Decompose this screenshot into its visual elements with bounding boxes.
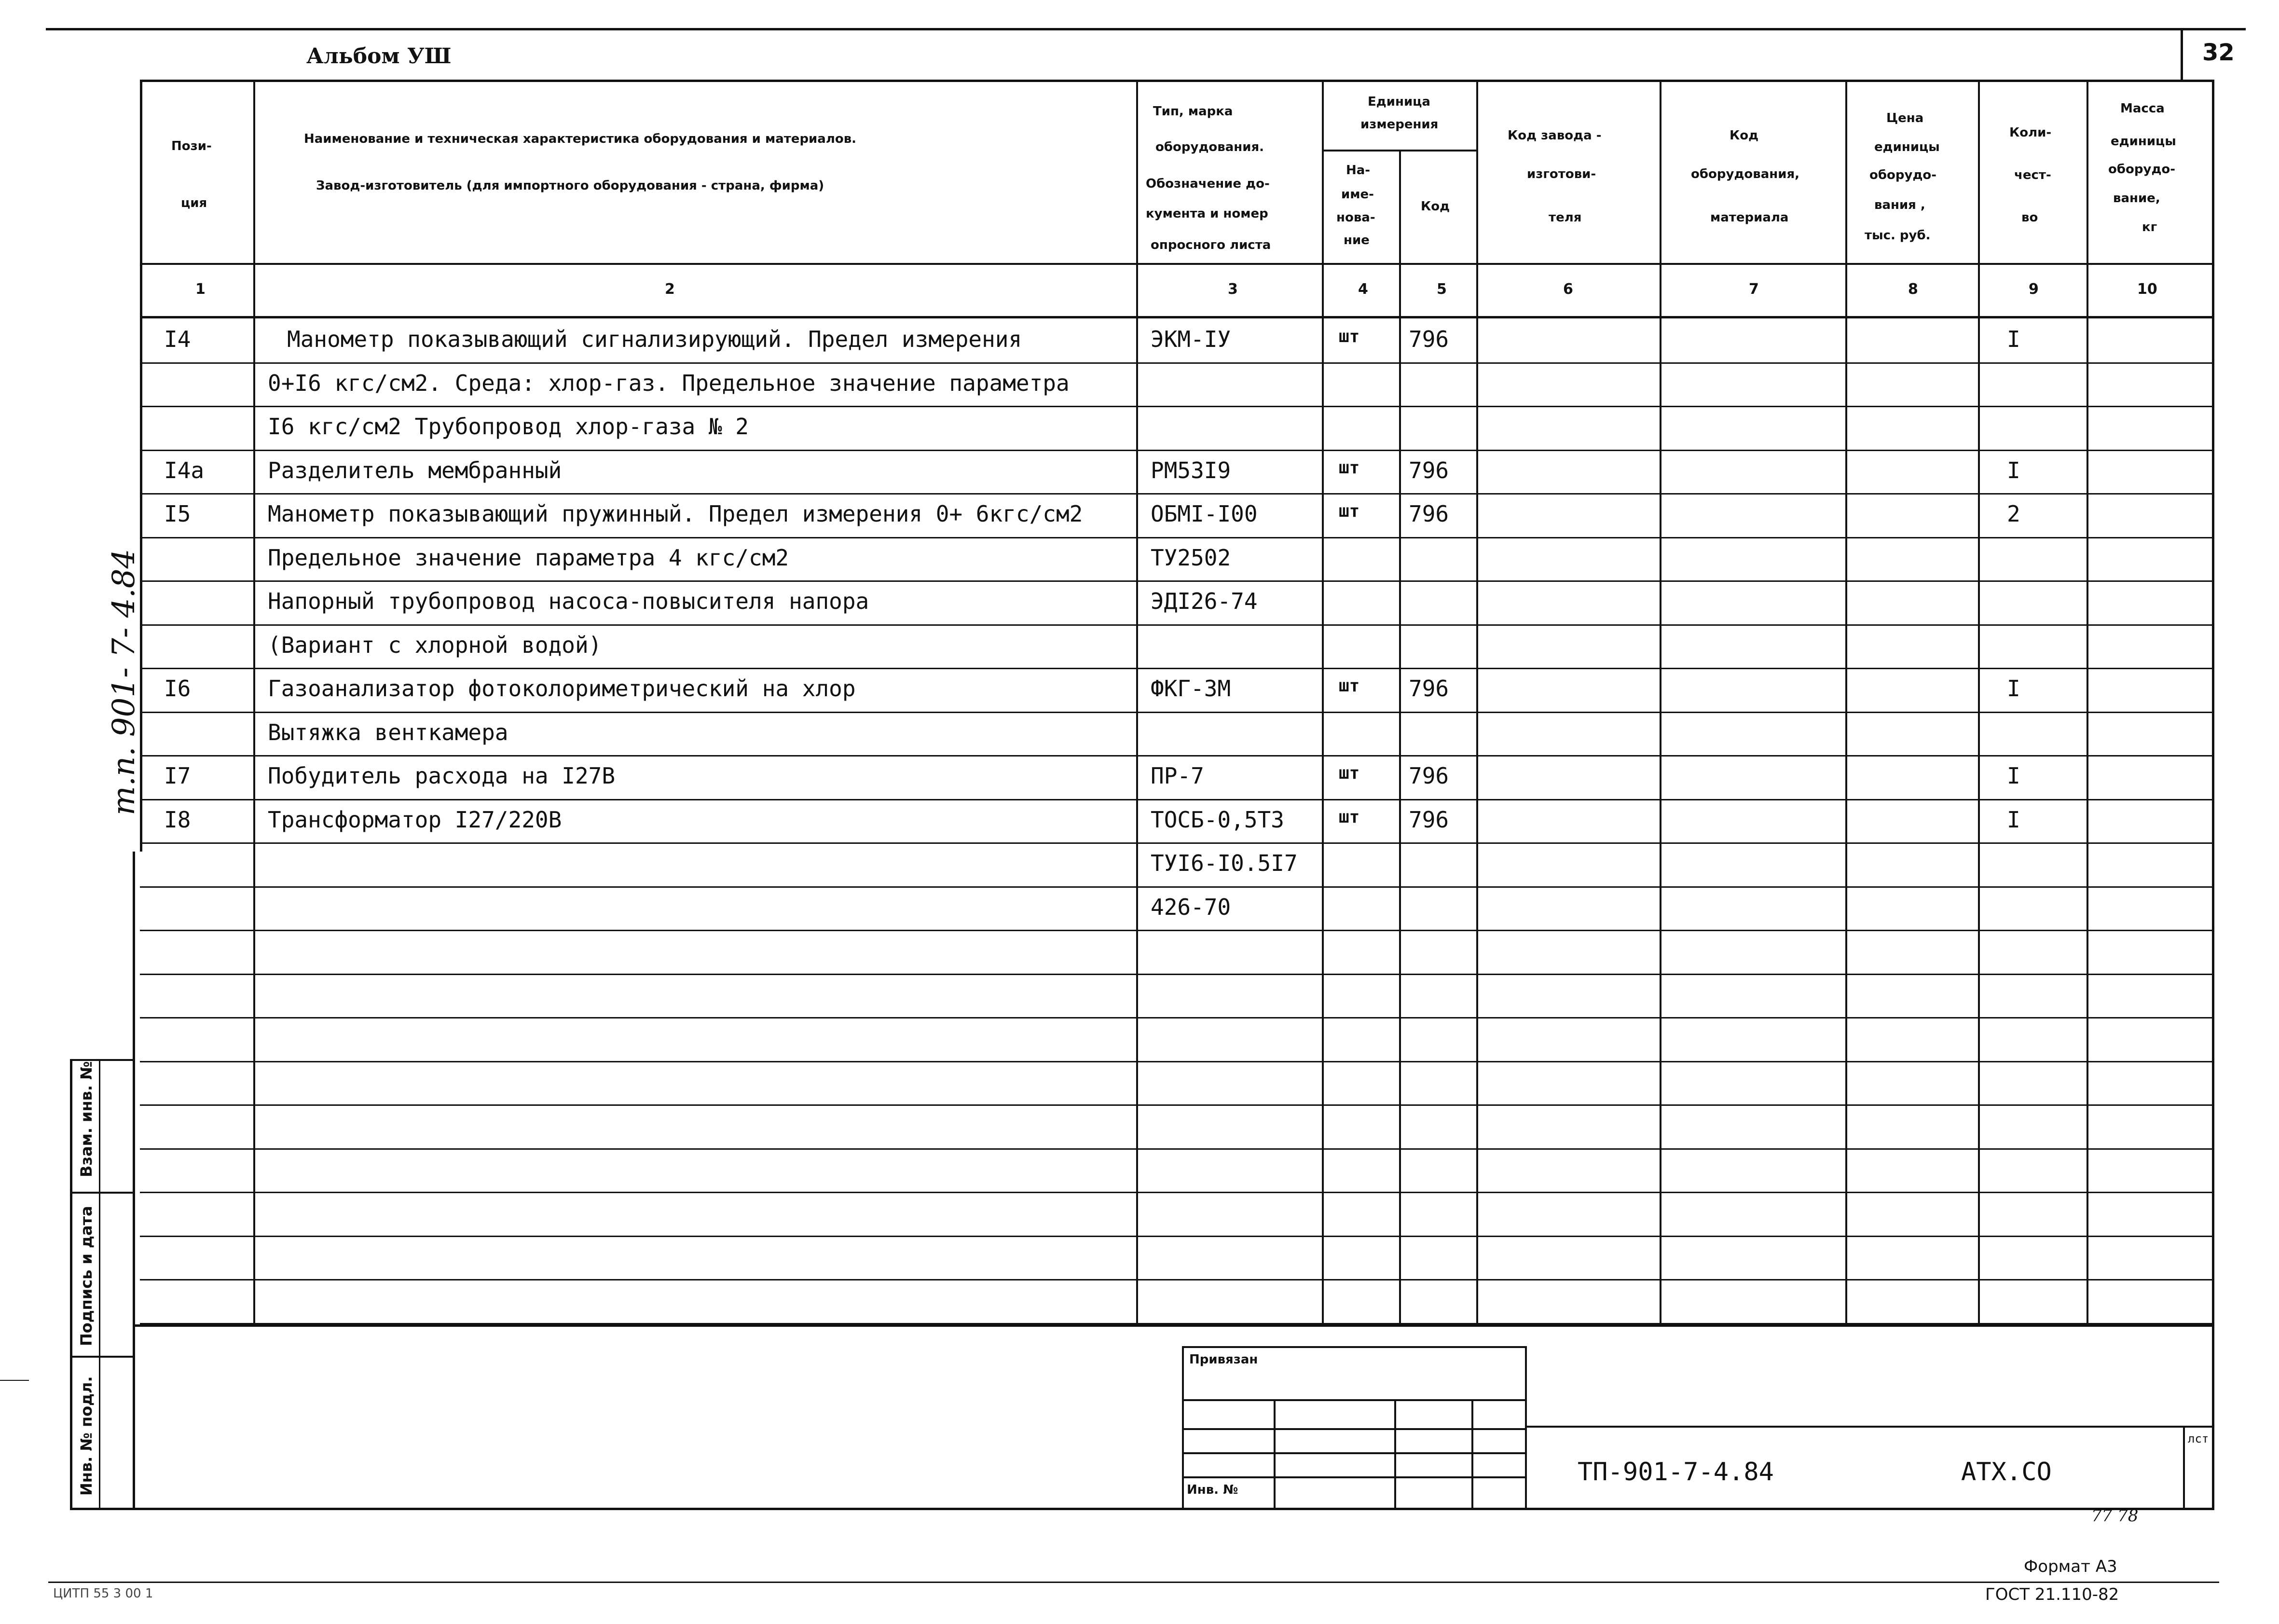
cell-type: ТУ2502 (1151, 545, 1231, 571)
cell-name: Предельное значение параметра 4 кгс/см2 (268, 545, 789, 571)
title-block-top (1527, 1426, 2214, 1428)
col-line-7 (1845, 80, 1847, 1324)
side-label-vzam: Взам. инв. № (77, 1061, 96, 1177)
cell-name: Разделитель мембранный (268, 457, 562, 483)
side-handwritten-stamp: т.п. 901- 7- 4.84 (106, 549, 142, 815)
cell-position: I6 (164, 675, 191, 702)
table-bottom-border (133, 1324, 2214, 1327)
row-line (140, 886, 2214, 888)
cell-quantity: I (2007, 675, 2020, 702)
binding-stamp-col-2 (1394, 1399, 1396, 1510)
album-title: Альбом УШ (306, 44, 452, 69)
col-number-4: 4 (1358, 281, 1368, 298)
cell-unit: шт (1339, 676, 1360, 696)
binding-stamp-line-2 (1182, 1428, 1527, 1430)
col-line-9 (2087, 80, 2088, 1324)
cell-code: 796 (1409, 501, 1449, 527)
cell-type: ЭКМ-IУ (1151, 326, 1231, 352)
binding-stamp-col-1 (1274, 1399, 1276, 1510)
cell-type: ТОСБ-0,5Т3 (1151, 807, 1284, 833)
binding-stamp-line-1 (1182, 1399, 1527, 1401)
col-number-5: 5 (1437, 281, 1447, 298)
col-number-6: 6 (1563, 281, 1573, 298)
side-stamp-left-border (70, 1059, 72, 1510)
header-name-line1: Наименование и техническая характеристика оборудования и материалов. (304, 132, 857, 146)
side-stamp-inner-line (99, 1059, 100, 1510)
side-stamp-top (70, 1059, 135, 1061)
table-right-border (2212, 80, 2214, 1508)
cell-name: 0+I6 кгс/см2. Среда: хлор-газ. Предельное значение параметра (268, 370, 1070, 396)
cell-code: 796 (1409, 675, 1449, 702)
cell-quantity: I (2007, 326, 2020, 352)
gost-label: ГОСТ 21.110-82 (1985, 1585, 2119, 1604)
row-line (140, 1279, 2214, 1280)
binding-stamp-line-4 (1182, 1476, 1527, 1478)
cell-type: 426-70 (1151, 894, 1231, 920)
cell-position: I4а (164, 457, 205, 483)
number-row-bottom-line (140, 316, 2214, 318)
header-bottom-line (140, 263, 2214, 265)
binding-stamp-line-3 (1182, 1452, 1527, 1454)
top-border (46, 28, 2246, 30)
cell-position: I4 (164, 326, 191, 352)
page-number-box-border (2181, 28, 2183, 81)
header-unit-1: Единица (1368, 95, 1430, 109)
header-unit-name-2: име- (1341, 187, 1374, 202)
header-mass-2: единицы (2111, 134, 2176, 149)
header-factory-2: изготови- (1527, 167, 1596, 181)
side-stamp-split-2 (70, 1356, 135, 1358)
row-line (140, 799, 2214, 800)
header-mass-4: вание, (2113, 191, 2160, 206)
header-mass-3: оборудо- (2108, 162, 2176, 177)
header-mass-1: Масса (2120, 101, 2165, 116)
col-number-7: 7 (1749, 281, 1759, 298)
header-mass-5: кг (2142, 220, 2157, 234)
header-qty-3: во (2021, 210, 2038, 225)
header-qty-2: чест- (2014, 168, 2051, 182)
header-equip-code-3: материала (1710, 210, 1789, 225)
header-equip-code-2: оборудования, (1691, 167, 1800, 181)
header-position-2: ция (181, 196, 207, 210)
cell-position: I8 (164, 807, 191, 833)
handwritten-mark: 77 78 (2091, 1506, 2139, 1526)
header-name-line2: Завод-изготовитель (для импортного оборудования - страна, фирма) (316, 179, 824, 193)
row-line (140, 1236, 2214, 1237)
footer-line (48, 1582, 2219, 1583)
row-line (140, 1148, 2214, 1150)
cell-type: ПР-7 (1151, 763, 1204, 789)
row-line (140, 580, 2214, 582)
cell-unit: шт (1339, 458, 1360, 478)
cell-unit: шт (1339, 501, 1360, 521)
cell-name: Вытяжка венткамера (268, 719, 508, 745)
row-line (140, 1104, 2214, 1106)
row-line (140, 624, 2214, 626)
row-line (140, 1061, 2214, 1062)
row-line (140, 842, 2214, 844)
col-number-8: 8 (1908, 281, 1918, 298)
col-line-3 (1322, 80, 1324, 1324)
col-number-2: 2 (665, 281, 675, 298)
row-line (140, 712, 2214, 713)
page-number: 32 (2202, 39, 2235, 66)
row-line (140, 668, 2214, 669)
header-unit-name-3: нова- (1336, 210, 1375, 225)
header-price-2: единицы (1874, 140, 1940, 154)
table-top-border (140, 80, 2214, 82)
row-line (140, 362, 2214, 364)
side-stamp-split-1 (70, 1192, 135, 1194)
sheet-code: АТХ.СО (1961, 1458, 2052, 1486)
header-price-3: оборудо- (1869, 168, 1937, 182)
cell-unit: шт (1339, 763, 1360, 783)
side-label-inv-podl: Инв. № подл. (77, 1376, 96, 1496)
header-code: Код (1421, 199, 1450, 214)
header-type-3: Обозначение до- (1146, 177, 1270, 191)
margin-mark (0, 1380, 29, 1381)
row-line (140, 493, 2214, 495)
col-number-1: 1 (195, 281, 206, 298)
header-qty-1: Коли- (2009, 125, 2052, 140)
cell-code: 796 (1409, 763, 1449, 789)
binding-stamp-col-3 (1471, 1399, 1473, 1510)
row-line (140, 755, 2214, 757)
col-line-2 (1136, 80, 1138, 1324)
cell-code: 796 (1409, 457, 1449, 483)
cell-name: Побудитель расхода на I27В (268, 763, 616, 789)
col-line-1 (253, 80, 255, 1324)
header-unit-name-1: На- (1346, 163, 1371, 178)
cell-unit: шт (1339, 327, 1360, 346)
row-line (140, 1323, 2214, 1324)
cell-name: (Вариант с хлорной водой) (268, 632, 602, 658)
cell-type: ОБМI-I00 (1151, 501, 1258, 527)
cell-code: 796 (1409, 807, 1449, 833)
header-price-4: вания , (1874, 198, 1925, 212)
header-type-1: Тип, марка (1153, 104, 1233, 119)
cell-quantity: I (2007, 763, 2020, 789)
cell-type: ТУI6-I0.5I7 (1151, 850, 1298, 876)
col-number-9: 9 (2029, 281, 2039, 298)
cell-position: I7 (164, 763, 191, 789)
header-type-4: кумента и номер (1146, 206, 1268, 221)
col-number-10: 10 (2137, 281, 2157, 298)
cell-type: ФКГ-3М (1151, 675, 1231, 702)
cell-name: Манометр показывающий пружинный. Предел измерения 0+ 6кгс/см2 (268, 501, 1083, 527)
cell-unit: шт (1339, 807, 1360, 827)
header-factory-3: теля (1549, 210, 1582, 225)
cell-quantity: 2 (2007, 501, 2020, 527)
cell-quantity: I (2007, 457, 2020, 483)
cell-quantity: I (2007, 807, 2020, 833)
header-price-1: Цена (1886, 111, 1924, 125)
col-number-3: 3 (1228, 281, 1238, 298)
header-price-5: тыс. руб. (1865, 228, 1931, 243)
row-line (140, 1192, 2214, 1193)
header-unit-2: измерения (1360, 117, 1439, 132)
row-line (140, 406, 2214, 407)
header-type-2: оборудования. (1155, 140, 1264, 154)
row-line (140, 537, 2214, 538)
header-type-5: опросного листа (1151, 238, 1271, 252)
header-equip-code-1: Код (1730, 128, 1759, 143)
sheet-label: лст (2188, 1432, 2209, 1445)
cell-position: I5 (164, 501, 191, 527)
col-line-8 (1978, 80, 1980, 1324)
format-label: Формат А3 (2024, 1557, 2117, 1576)
cell-code: 796 (1409, 326, 1449, 352)
print-office-note: ЦИТП 55 3 00 1 (53, 1586, 153, 1601)
title-block-sheet-split (2183, 1426, 2185, 1510)
cell-name: I6 кгс/см2 Трубопровод хлор-газа № 2 (268, 413, 749, 440)
col-line-6 (1660, 80, 1661, 1324)
header-unit-name-4: ние (1344, 233, 1370, 248)
binding-label: Привязан (1189, 1352, 1258, 1367)
cell-type: ЭДI26-74 (1151, 588, 1258, 614)
cell-type: РМ53I9 (1151, 457, 1231, 483)
col-line-5 (1476, 80, 1478, 1324)
row-line (140, 974, 2214, 975)
side-label-podpis: Подпись и дата (77, 1206, 96, 1346)
inventory-label: Инв. № (1187, 1483, 1238, 1497)
header-position-1: Пози- (171, 139, 212, 153)
cell-name: Манометр показывающий сигнализирующий. Предел измерения (287, 326, 1022, 352)
cell-name: Напорный трубопровод насоса-повысителя напора (268, 588, 869, 614)
cell-name: Газоанализатор фотоколориметрический на хлор (268, 675, 856, 702)
document-code: ТП-901-7-4.84 (1578, 1458, 1774, 1486)
unit-header-split (1322, 150, 1476, 151)
left-lower-border (133, 852, 135, 1510)
cell-name: Трансформатор I27/220В (268, 807, 562, 833)
row-line (140, 450, 2214, 451)
row-line (140, 1017, 2214, 1018)
row-line (140, 930, 2214, 931)
bottom-border (70, 1508, 2214, 1510)
header-factory-1: Код завода - (1508, 128, 1602, 143)
